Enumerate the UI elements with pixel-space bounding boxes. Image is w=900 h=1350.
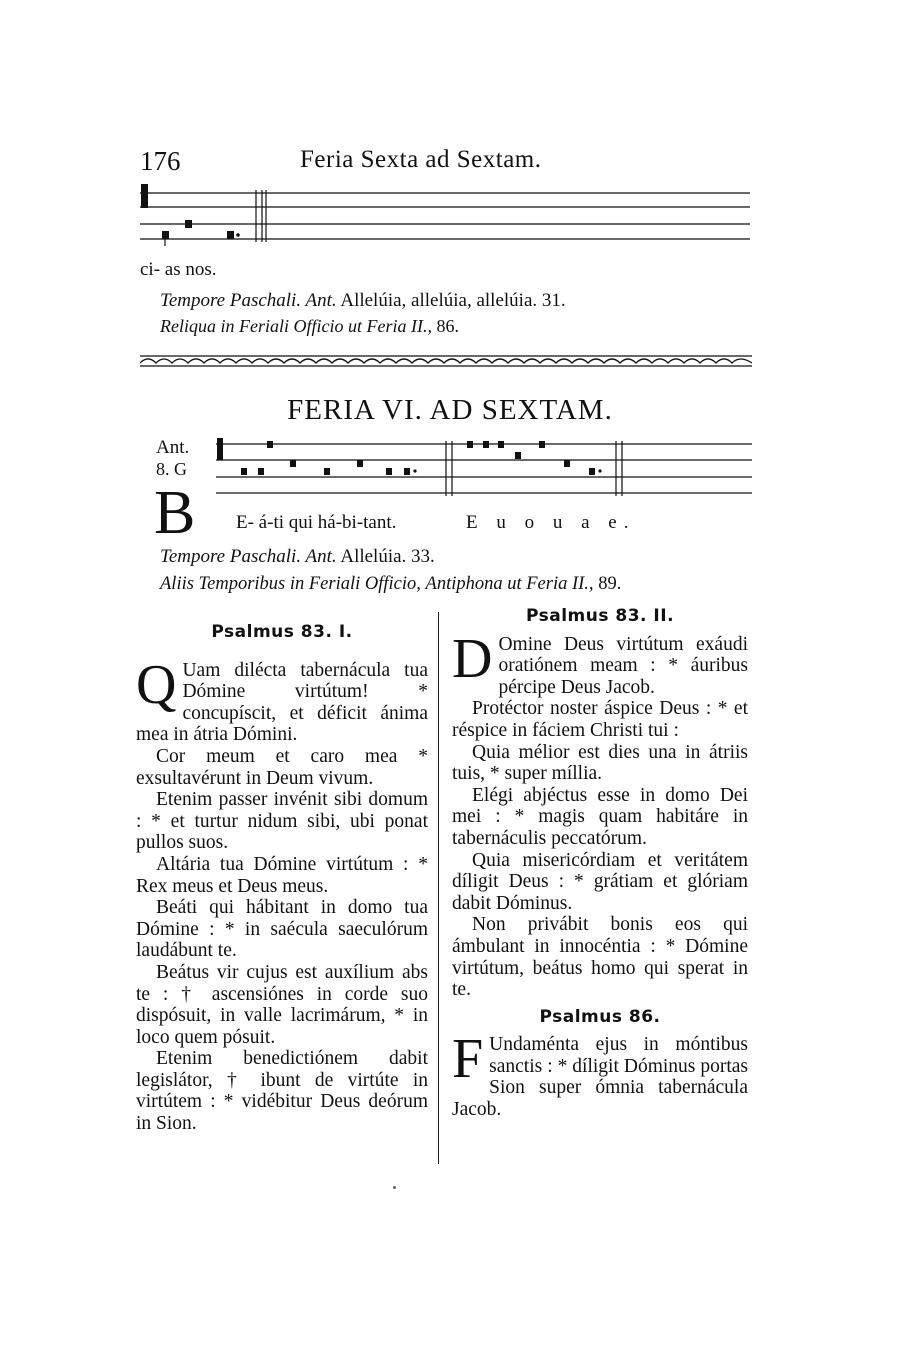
mode-label: 8. G [156, 459, 187, 479]
office-title: FERIA VI. AD SEXTAM. [287, 394, 613, 426]
paschal-rubric-2 [160, 546, 435, 568]
paschal-rubric-label: Tempore Paschali. Ant. [160, 290, 337, 311]
psalm-verse: Etenim passer invénit sibi domum : * et turtur nidum sibi, ubi ponat pullos suos. [136, 789, 428, 854]
psalm-verse: Etenim benedictiónem dabit legislátor, † ibunt de virtúte in virtútem : * vidébitur Deus deórum in Sion. [136, 1048, 428, 1135]
ornamental-border [140, 354, 752, 368]
euouae: E u o u a e. [466, 512, 636, 533]
paschal-rubric-label-2: Tempore Paschali. Ant. [160, 546, 337, 567]
psalm-verse: D Omine Deus virtútum exáudi oratiónem meam : * áuribus pércipe Deus Jacob. [452, 627, 748, 698]
neume [227, 231, 234, 239]
psalm-verse: Altária tua Dómine virtútum : * Rex meus et Deus meus. [136, 853, 428, 897]
aliis-rubric-italic-2: Antiphona ut Feria II., [425, 574, 594, 594]
chant-staff-antiphon [214, 436, 754, 498]
psalm-verse: Q Uam dilécta tabernácula tua Dómine virtútum! * concupíscit, et déficit ánima mea in átria Dómini. [136, 653, 428, 746]
psalm-verse: Elégi abjéctus esse in domo Dei mei : * magis quam habitáre in tabernáculis peccatórum. [452, 784, 748, 849]
reliqua-rubric-text: Reliqua in Feriali Officio ut Feria II., [160, 316, 432, 336]
psalm-heading: Psalmus 83. II. [525, 606, 675, 626]
drop-cap: D [452, 627, 493, 690]
paschal-rubric-text: Allelúia, allelúia, allelúia. 31. [340, 290, 566, 311]
reliqua-rubric [160, 316, 459, 337]
aliis-page: 89. [598, 574, 622, 594]
chant-staff-continuation [138, 176, 752, 246]
psalm-verse: Quia mélior est dies una in átriis tuis, * super míllia. [452, 741, 748, 785]
left-column [136, 622, 428, 1135]
aliis-rubric-italic-1: Aliis Temporibus in Feriali Officio, [160, 574, 421, 594]
psalm-verse: Cor meum et caro mea * exsultavérunt in Deum vivum. [136, 745, 428, 789]
psalm-verse: Non privábit bonis eos qui ámbulant in innocéntia : * Dómine virtútum, beátus homo qui sperat in te. [452, 914, 748, 1001]
psalm-verse: Protéctor noster áspice Deus : * et réspice in fáciem Christi tui : [452, 698, 748, 741]
right-column [452, 606, 748, 1121]
paschal-rubric-text-2: Allelúia. 33. [340, 546, 435, 567]
drop-cap: Q [136, 653, 177, 716]
bottom-mark [393, 1186, 396, 1189]
psalm-verse: Quia misericórdiam et veritátem díligit Deus : * grátiam et glóriam dabit Dóminus. [452, 849, 748, 914]
clef-icon [217, 438, 223, 460]
antiphon-initial: B [154, 479, 196, 547]
psalm-heading: Psalmus 83. I. [211, 622, 353, 642]
psalm-verse: Beáti qui hábitant in domo tua Dómine : * in saécula saeculórum laudábunt te. [136, 897, 428, 962]
psalm-verse: Beátus vir cujus est auxílium abs te : † ascensiónes in corde suo dispósuit, in valle lacrimárum, * in loco quem pósuit. [136, 961, 428, 1048]
running-title: Feria Sexta ad Sextam. [300, 146, 542, 173]
antiphon-label: Ant. [156, 437, 190, 458]
neume [162, 231, 169, 239]
paschal-rubric-1 [160, 290, 566, 312]
antiphon-syllables: E- á-ti qui há-bi-tant. [236, 512, 397, 533]
chant-syllables: ci- as nos. [140, 259, 217, 280]
psalm-verse: F Undaménta ejus in móntibus sanctis : * díligit Dóminus portas Sion super ómnia tabernácula Jacob. [452, 1028, 748, 1121]
column-divider [438, 612, 439, 1164]
page-number: 176 [140, 146, 181, 176]
clef-icon [141, 184, 148, 208]
aliis-rubric [160, 574, 621, 595]
drop-cap: F [452, 1028, 484, 1091]
reliqua-page: 86. [436, 316, 459, 336]
psalm-heading: Psalmus 86. [539, 1006, 661, 1027]
neume [185, 220, 192, 228]
